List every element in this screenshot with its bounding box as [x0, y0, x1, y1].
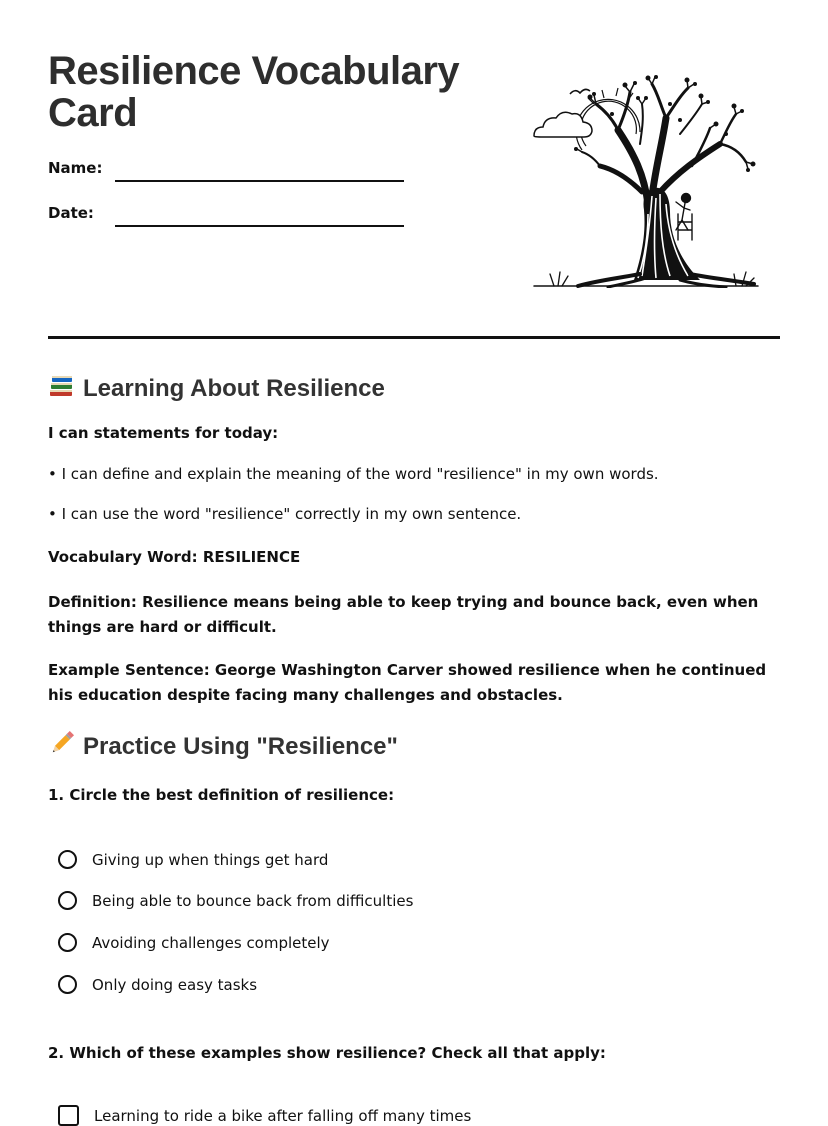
tree-illustration: [530, 74, 762, 288]
statements-heading: I can statements for today:: [48, 424, 279, 442]
question-2-prompt: 2. Which of these examples show resilience? Check all that apply:: [48, 1044, 606, 1062]
statement-item: • I can use the word "resilience" correctly in my own sentence.: [48, 505, 522, 523]
option-label: Giving up when things get hard: [92, 850, 329, 869]
name-label: Name:: [48, 159, 103, 177]
practice-heading-text: Practice Using "Resilience": [83, 732, 398, 760]
practice-heading: [48, 729, 398, 764]
books-icon: [48, 372, 76, 405]
page-title: Resilience Vocabulary Card: [48, 49, 460, 135]
pencil-icon: [48, 729, 76, 764]
radio-circle[interactable]: [58, 850, 77, 869]
date-field[interactable]: [115, 225, 404, 227]
q2-option[interactable]: [58, 1105, 471, 1126]
learning-heading: [48, 372, 385, 405]
q1-option[interactable]: [58, 933, 330, 952]
question-1-prompt: 1. Circle the best definition of resilience:: [48, 786, 395, 804]
definition: Definition: Resilience means being able to keep trying and bounce back, even when things are hard or difficult.: [48, 593, 759, 636]
radio-circle[interactable]: [58, 933, 77, 952]
option-label: Being able to bounce back from difficulties: [92, 891, 414, 910]
section-divider: [48, 336, 780, 339]
name-field[interactable]: [115, 180, 404, 182]
learning-heading-text: Learning About Resilience: [83, 374, 385, 402]
checkbox[interactable]: [58, 1105, 79, 1126]
option-label: Learning to ride a bike after falling off many times: [94, 1106, 472, 1125]
option-label: Only doing easy tasks: [92, 975, 258, 994]
q1-option[interactable]: [58, 891, 413, 910]
example-sentence: Example Sentence: George Washington Carver showed resilience when he continued his education despite facing many challenges and obstacles.: [48, 661, 767, 704]
q1-option[interactable]: [58, 975, 257, 994]
radio-circle[interactable]: [58, 975, 77, 994]
radio-circle[interactable]: [58, 891, 77, 910]
option-label: Avoiding challenges completely: [92, 933, 330, 952]
statement-item: • I can define and explain the meaning of the word "resilience" in my own words.: [48, 465, 659, 483]
q1-option[interactable]: [58, 850, 328, 869]
vocabulary-word: Vocabulary Word: RESILIENCE: [48, 548, 301, 566]
date-label: Date:: [48, 204, 94, 222]
